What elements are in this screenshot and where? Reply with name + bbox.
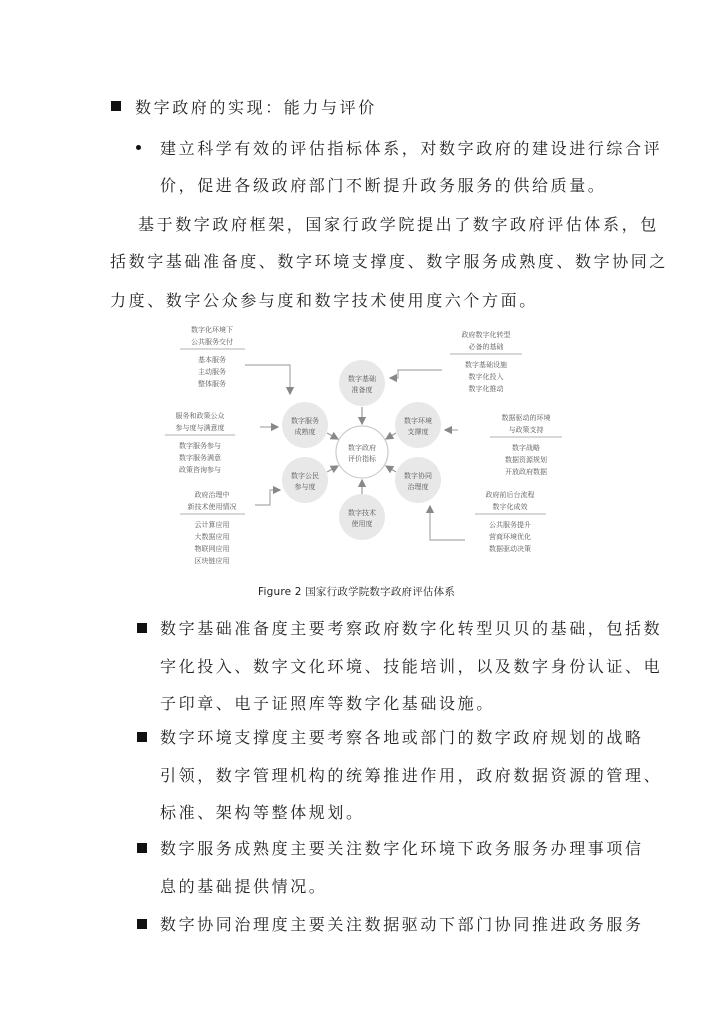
circle-label-lower-left: 参与度 bbox=[294, 483, 316, 491]
group-bottom-left-item: 物联网应用 bbox=[194, 545, 230, 553]
group-bottom-right-item: 数据驱动决策 bbox=[489, 545, 531, 553]
bullet-line: 字化投入、数字文化环境、技能培训，以及数字身份认证、电 bbox=[160, 657, 663, 676]
section-heading: 数字政府的实现：能力与评价 bbox=[135, 98, 377, 117]
figure-caption-prefix: Figure 2 bbox=[258, 586, 302, 598]
bullet-line: 引领，数字管理机构的统筹推进作用，政府数据资源的管理、 bbox=[160, 766, 663, 785]
circle-label-lower-left: 数字公民 bbox=[291, 472, 319, 480]
group-top-right-title: 必备的基础 bbox=[468, 343, 504, 351]
group-top-left-title: 公共服务交付 bbox=[191, 338, 233, 346]
sub-bullet-dot bbox=[136, 145, 141, 150]
bullet-line: 息的基础提供情况。 bbox=[160, 877, 328, 896]
bullet-line: 子印章、电子证照库等数字化基础设施。 bbox=[160, 694, 495, 713]
group-top-right-item: 数字化投入 bbox=[468, 373, 504, 381]
bullet-line: 数字基础准备度主要考察政府数字化转型贝贝的基础，包括数 bbox=[160, 619, 663, 638]
circle-label-bottom: 使用度 bbox=[351, 520, 373, 528]
group-bottom-left-item: 区块链应用 bbox=[194, 557, 230, 565]
figure-caption bbox=[258, 584, 455, 599]
group-bottom-left-title: 政府治理中 bbox=[194, 491, 230, 499]
group-top-left-item: 主动服务 bbox=[198, 368, 226, 376]
bullet-line: 数字服务成熟度主要关注数字化环境下政务服务办理事项信 bbox=[160, 839, 644, 858]
diagram-circle-bottom bbox=[339, 494, 385, 540]
diagram-circle-upper-right bbox=[395, 402, 441, 448]
bullet-square bbox=[137, 623, 147, 633]
circle-label-lower-right: 数字协同 bbox=[404, 472, 432, 480]
group-top-left-title: 数字化环境下 bbox=[191, 326, 233, 334]
bullet-line: 数字环境支撑度主要考察各地或部门的数字政府规划的战略 bbox=[160, 728, 644, 747]
diagram-circle-top bbox=[339, 360, 385, 406]
group-top-right-item: 数字化推动 bbox=[468, 385, 504, 393]
group-mid-right-item: 数据资源规划 bbox=[505, 456, 547, 464]
group-mid-right-title: 数据驱动的环境 bbox=[501, 414, 551, 422]
circle-label-upper-left: 数字服务 bbox=[291, 417, 319, 425]
circle-label-upper-left: 成熟度 bbox=[294, 428, 316, 436]
sub-bullet-line: 建立科学有效的评估指标体系，对数字政府的建设进行综合评 bbox=[160, 139, 663, 158]
group-bottom-right-title: 政府前后台流程 bbox=[485, 491, 535, 499]
circle-label-lower-right: 治理度 bbox=[407, 483, 429, 491]
intro-line: 括数字基础准备度、数字环境支撑度、数字服务成熟度、数字协同之 bbox=[110, 252, 669, 271]
group-bottom-left-item: 云计算应用 bbox=[194, 521, 230, 529]
diagram-circle-center bbox=[336, 426, 388, 478]
group-bottom-right-title: 数字化成效 bbox=[492, 503, 528, 511]
group-mid-left-title: 参与度与满意度 bbox=[175, 424, 225, 432]
group-mid-right-item: 数字战略 bbox=[512, 444, 540, 452]
group-top-left-item: 整体服务 bbox=[198, 380, 226, 388]
group-mid-left-item: 政策咨询参与 bbox=[179, 466, 221, 474]
center-label: 评价指标 bbox=[348, 455, 376, 463]
circle-label-upper-right: 支撑度 bbox=[407, 428, 429, 436]
bullet-line: 标准、架构等整体规划。 bbox=[160, 803, 365, 822]
group-mid-left-title: 服务和政策公众 bbox=[175, 412, 225, 420]
intro-line: 力度、数字公众参与度和数字技术使用度六个方面。 bbox=[110, 291, 538, 310]
group-bottom-left-title: 新技术使用情况 bbox=[187, 503, 237, 511]
intro-line: 基于数字政府框架，国家行政学院提出了数字政府评估体系，包 bbox=[138, 215, 659, 234]
group-top-right-title: 政府数字化转型 bbox=[461, 331, 511, 339]
circle-label-top: 准备度 bbox=[351, 386, 373, 394]
diagram-circle-lower-left bbox=[282, 457, 328, 503]
circle-label-bottom: 数字技术 bbox=[348, 509, 376, 517]
circle-label-upper-right: 数字环境 bbox=[404, 417, 432, 425]
group-mid-left-item: 数字服务参与 bbox=[179, 442, 221, 450]
sub-bullet-line: 价，促进各级政府部门不断提升政务服务的供给质量。 bbox=[160, 176, 607, 195]
bullet-square bbox=[137, 732, 147, 742]
diagram-circle-lower-right bbox=[395, 457, 441, 503]
diagram-circle-upper-left bbox=[282, 402, 328, 448]
group-top-right-item: 数字基础设施 bbox=[465, 361, 507, 369]
figure-caption-text: 国家行政学院数字政府评估体系 bbox=[305, 586, 456, 598]
group-mid-left-item: 数字服务满意 bbox=[179, 454, 221, 462]
group-mid-right-item: 开放政府数据 bbox=[505, 468, 547, 476]
group-bottom-right-item: 公共服务提升 bbox=[489, 521, 531, 529]
bullet-square bbox=[137, 843, 147, 853]
circle-label-top: 数字基础 bbox=[348, 375, 376, 383]
group-bottom-left-item: 大数据应用 bbox=[194, 533, 230, 541]
group-mid-right-title: 与政策支持 bbox=[508, 426, 544, 434]
center-label: 数字政府 bbox=[348, 444, 376, 452]
group-bottom-right-item: 营商环境优化 bbox=[489, 533, 531, 541]
evaluation-system-diagram bbox=[150, 320, 590, 582]
group-top-left-item: 基本服务 bbox=[198, 356, 226, 364]
bullet-line: 数字协同治理度主要关注数据驱动下部门协同推进政务服务 bbox=[160, 915, 644, 934]
heading-bullet bbox=[111, 101, 121, 111]
bullet-square bbox=[137, 919, 147, 929]
